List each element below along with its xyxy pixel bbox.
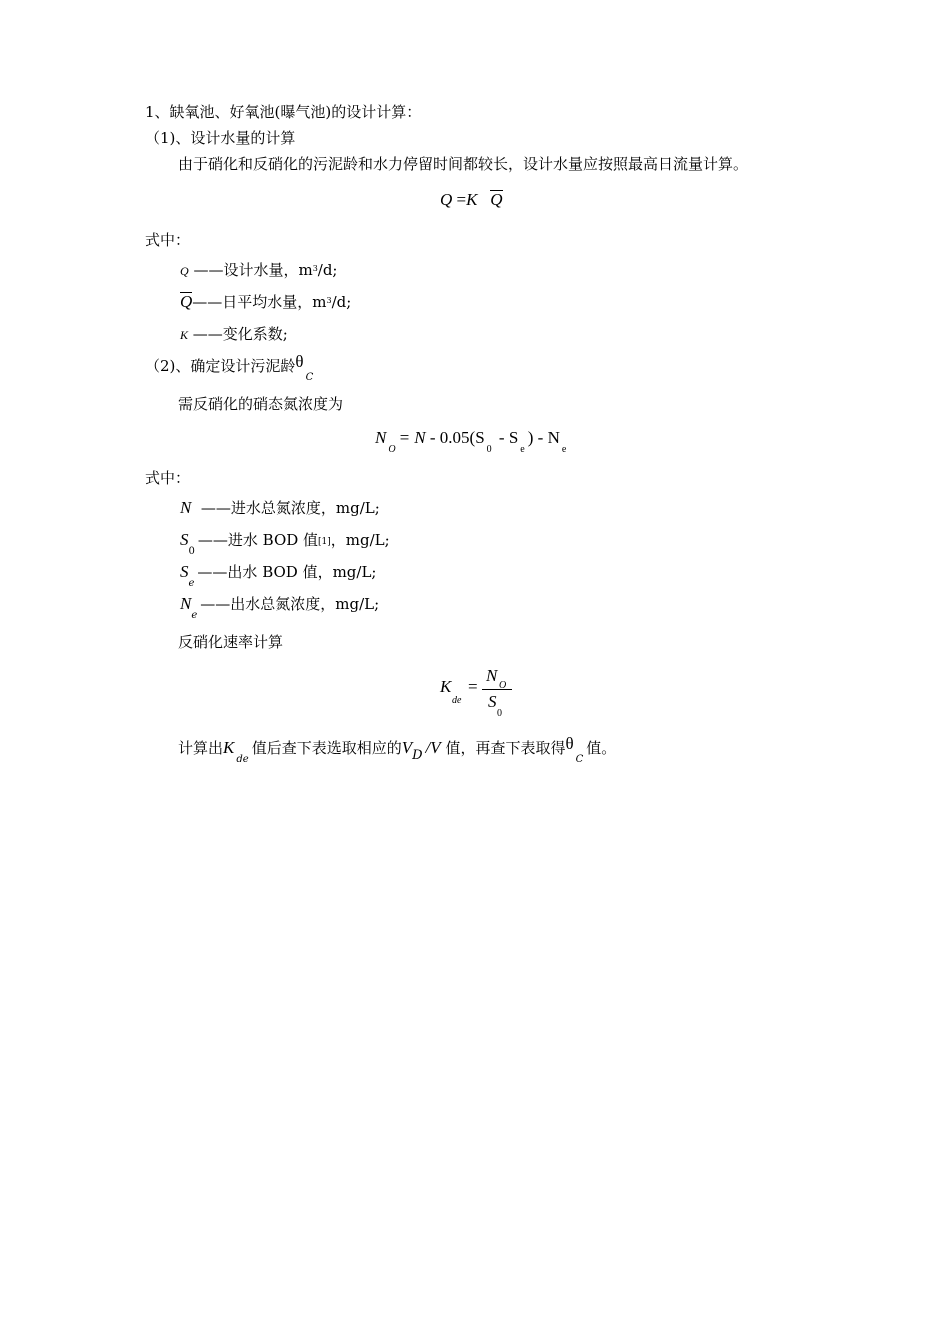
theta-symbol: θ — [295, 352, 304, 371]
eq1-k: K — [466, 190, 478, 209]
def-qbar-sup: 3 — [326, 296, 332, 305]
eq2-n-sub: O — [388, 444, 396, 455]
def-qbar-text: ——日平均水量，m — [192, 293, 327, 311]
def-qbar-unit: /d; — [331, 293, 352, 311]
eq3-fraction-bar — [482, 689, 512, 690]
def-n — [180, 498, 380, 518]
def-ne — [180, 594, 380, 621]
def-s0-symbol: S — [180, 530, 189, 549]
def-se-sub: e — [188, 578, 195, 589]
equation-1 — [440, 190, 503, 210]
def-n-symbol: N — [180, 498, 192, 517]
eq1-qbar: Q — [490, 190, 503, 209]
equation-2 — [375, 428, 569, 455]
paragraph-4 — [178, 734, 617, 765]
def-se-text: ——出水 BOD 值，mg/L; — [197, 563, 377, 581]
paragraph-3: 反硝化速率计算 — [178, 633, 284, 651]
para4-t3: 值，再查下表取得 — [445, 739, 566, 757]
para4-v2: V — [430, 738, 441, 757]
eq1-equals: = — [456, 190, 467, 209]
para4-v-sub: D — [412, 748, 423, 763]
section-heading-3 — [145, 352, 316, 383]
eq3-k-sub: de — [452, 695, 462, 706]
where-label-1: 式中： — [145, 231, 191, 249]
eq2-s0-sub: 0 — [486, 444, 492, 455]
eq3-k: K — [440, 677, 452, 696]
def-q-text: ——设计水量，m — [193, 261, 313, 279]
def-se — [180, 562, 377, 589]
eq3-denominator: S — [488, 692, 497, 711]
para4-k: K — [223, 738, 235, 757]
eq3-numerator: N — [486, 666, 498, 685]
def-q-sup: 3 — [312, 264, 318, 273]
para4-t4: 值。 — [586, 739, 617, 757]
def-k — [180, 324, 288, 345]
para4-t2: 值后查下表选取相应的 — [251, 739, 402, 757]
where-label-2: 式中： — [145, 469, 191, 487]
eq3-denominator-sub: 0 — [497, 708, 502, 719]
def-ne-text: ——出水总氮浓度，mg/L; — [200, 595, 380, 613]
def-s0-sub: 0 — [188, 546, 195, 557]
def-q-unit: /d; — [317, 261, 338, 279]
theta-sub: C — [305, 372, 314, 383]
para4-theta-sub: C — [575, 754, 584, 765]
def-s0-text: ——进水 BOD 值 — [197, 531, 319, 549]
def-q-symbol: Q — [180, 264, 189, 278]
eq2-minus: - S — [494, 428, 519, 447]
para4-v: V — [401, 738, 413, 757]
section-heading-2: （1)、设计水量的计算 — [145, 129, 296, 147]
eq3-numerator-sub: O — [499, 680, 507, 691]
def-s0-text2: ，mg/L; — [330, 531, 390, 549]
def-k-text: ——变化系数; — [192, 325, 288, 343]
eq2-close: ) - N — [527, 428, 560, 447]
eq2-ne-sub: e — [561, 444, 567, 455]
def-qbar — [180, 292, 351, 315]
para4-k-sub: de — [236, 754, 249, 765]
def-k-symbol: K — [180, 328, 189, 342]
def-s0 — [180, 530, 390, 557]
paragraph-1: 由于硝化和反硝化的污泥龄和水力停留时间都较长，设计水量应按照最高日流量计算。 — [178, 155, 749, 173]
eq2-se-sub: e — [520, 444, 525, 455]
para4-slash: / — [425, 738, 431, 757]
section-heading-1: 1、缺氧池、好氧池(曝气池)的设计计算： — [145, 103, 422, 121]
def-se-symbol: S — [180, 562, 189, 581]
def-q — [180, 260, 338, 283]
eq2-n: N — [375, 428, 387, 447]
def-n-text: ——进水总氮浓度，mg/L; — [200, 499, 380, 517]
heading3-text: （2)、确定设计污泥龄 — [145, 357, 296, 375]
def-ne-symbol: N — [180, 594, 192, 613]
eq2-coef: - 0.05(S — [425, 428, 485, 447]
eq3-equals: = — [468, 677, 478, 696]
para4-t1: 计算出 — [178, 739, 224, 757]
eq1-lhs: Q — [440, 190, 453, 209]
eq2-rhs1: = N — [398, 428, 426, 447]
def-qbar-symbol: Q — [180, 292, 193, 311]
def-s0-ref: [1] — [318, 537, 331, 547]
def-ne-sub: e — [191, 610, 198, 621]
para4-theta: θ — [565, 734, 574, 753]
paragraph-2: 需反硝化的硝态氮浓度为 — [178, 395, 344, 413]
